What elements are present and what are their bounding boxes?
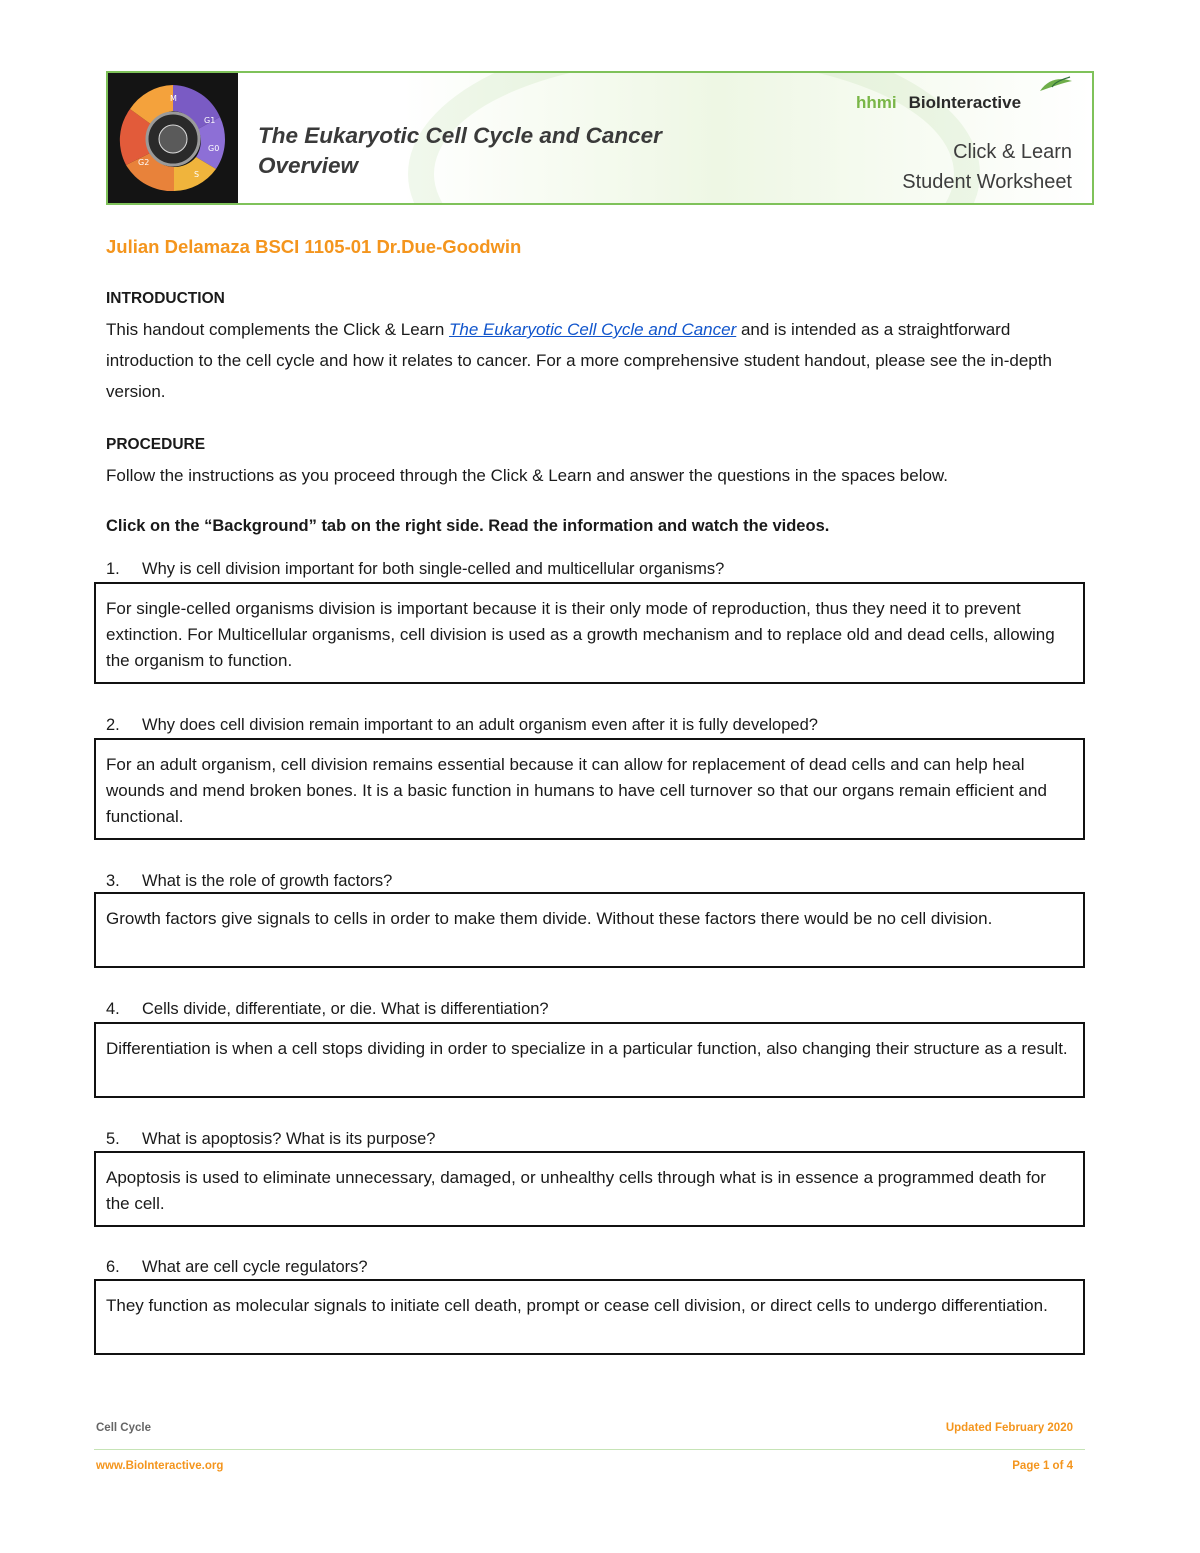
title-line-1: The Eukaryotic Cell Cycle and Cancer — [258, 123, 662, 148]
answer-box-4[interactable]: Differentiation is when a cell stops dividing in order to specialize in a particular function, also changing their structure as a result. — [94, 1022, 1085, 1098]
footer-divider — [94, 1449, 1085, 1450]
question-text: Why is cell division important for both single-celled and multicellular organisms? — [142, 560, 725, 578]
phase-label: G2 — [138, 158, 150, 167]
page-current: 1 — [1042, 1460, 1050, 1472]
background-instruction: Click on the “Background” tab on the right side. Read the information and watch the videos. — [106, 517, 830, 535]
question-6 — [106, 1258, 368, 1277]
brand-logo — [856, 93, 1021, 113]
procedure-text: Follow the instructions as you proceed through the Click & Learn and answer the questions in the spaces below. — [106, 466, 948, 485]
title-line-2: Overview — [258, 153, 359, 178]
footer-website-link[interactable]: www.BioInteractive.org — [96, 1460, 224, 1472]
answer-box-3[interactable]: Growth factors give signals to cells in order to make them divide. Without these factors there would be no cell division. — [94, 892, 1085, 968]
cell-cycle-graphic — [108, 73, 238, 203]
question-number: 1. — [106, 560, 120, 578]
question-text: What are cell cycle regulators? — [142, 1258, 368, 1276]
question-1 — [106, 560, 724, 579]
biointeractive-wordmark: BioInteractive — [908, 93, 1022, 112]
question-number: 3. — [106, 872, 120, 890]
header-banner — [106, 71, 1094, 205]
introduction-text — [106, 314, 1096, 407]
question-text: What is the role of growth factors? — [142, 872, 393, 890]
answer-box-1[interactable]: For single-celled organisms division is important because it is their only mode of reproduction, thus they need it to prevent extinction. For Multicellular organisms, cell division is used as a growth mechanism and to replace old and dead cells, allowing the organism to function. — [94, 582, 1085, 684]
intro-text-end: and is intended as a straightforward introduction to the cell cycle and how it relates to cancer. For a more comprehensive student handout, please see the in-depth version. — [106, 320, 1052, 401]
subtitle-line-1: Click & Learn — [953, 141, 1072, 163]
question-2 — [106, 716, 818, 735]
question-number: 6. — [106, 1258, 120, 1276]
procedure-heading: PROCEDURE — [106, 436, 206, 453]
page-separator: of — [1049, 1460, 1067, 1472]
question-text: Cells divide, differentiate, or die. What is differentiation? — [142, 1000, 549, 1018]
author-line: Julian Delamaza BSCI 1105-01 Dr.Due-Goodwin — [106, 236, 522, 257]
answer-box-5[interactable]: Apoptosis is used to eliminate unnecessary, damaged, or unhealthy cells through what is in essence a programmed death for the cell. — [94, 1151, 1085, 1227]
page-prefix: Page — [1012, 1460, 1043, 1472]
footer-updated-date: Updated February 2020 — [945, 1422, 1073, 1434]
footer-section-name: Cell Cycle — [96, 1422, 151, 1434]
question-3 — [106, 872, 392, 891]
leaf-icon — [1038, 75, 1074, 95]
question-text: Why does cell division remain important to an adult organism even after it is fully developed? — [142, 716, 818, 734]
phase-label: M — [170, 94, 177, 103]
hhmi-wordmark: hhmi — [856, 93, 897, 112]
introduction-heading: INTRODUCTION — [106, 290, 225, 307]
worksheet-title — [258, 121, 662, 181]
click-learn-link[interactable]: The Eukaryotic Cell Cycle and Cancer — [449, 320, 737, 339]
question-4 — [106, 1000, 549, 1019]
question-number: 5. — [106, 1130, 120, 1148]
question-number: 4. — [106, 1000, 120, 1018]
footer-page-number — [1012, 1460, 1073, 1472]
phase-label: G1 — [204, 116, 216, 125]
intro-text-start: This handout complements the Click & Learn — [106, 320, 450, 339]
question-text: What is apoptosis? What is its purpose? — [142, 1130, 436, 1148]
question-5 — [106, 1130, 435, 1149]
question-number: 2. — [106, 716, 120, 734]
subtitle-line-2: Student Worksheet — [902, 171, 1072, 193]
answer-box-6[interactable]: They function as molecular signals to initiate cell death, prompt or cease cell division, or direct cells to undergo differentiation. — [94, 1279, 1085, 1355]
answer-box-2[interactable]: For an adult organism, cell division remains essential because it can allow for replacement of dead cells and can help heal wounds and mend broken bones. It is a basic function in humans to have cell turnover so that our organs remain efficient and functional. — [94, 738, 1085, 840]
phase-label: G0 — [208, 144, 220, 153]
phase-label: S — [194, 170, 200, 179]
page-total: 4 — [1066, 1460, 1073, 1472]
worksheet-type — [902, 137, 1072, 197]
